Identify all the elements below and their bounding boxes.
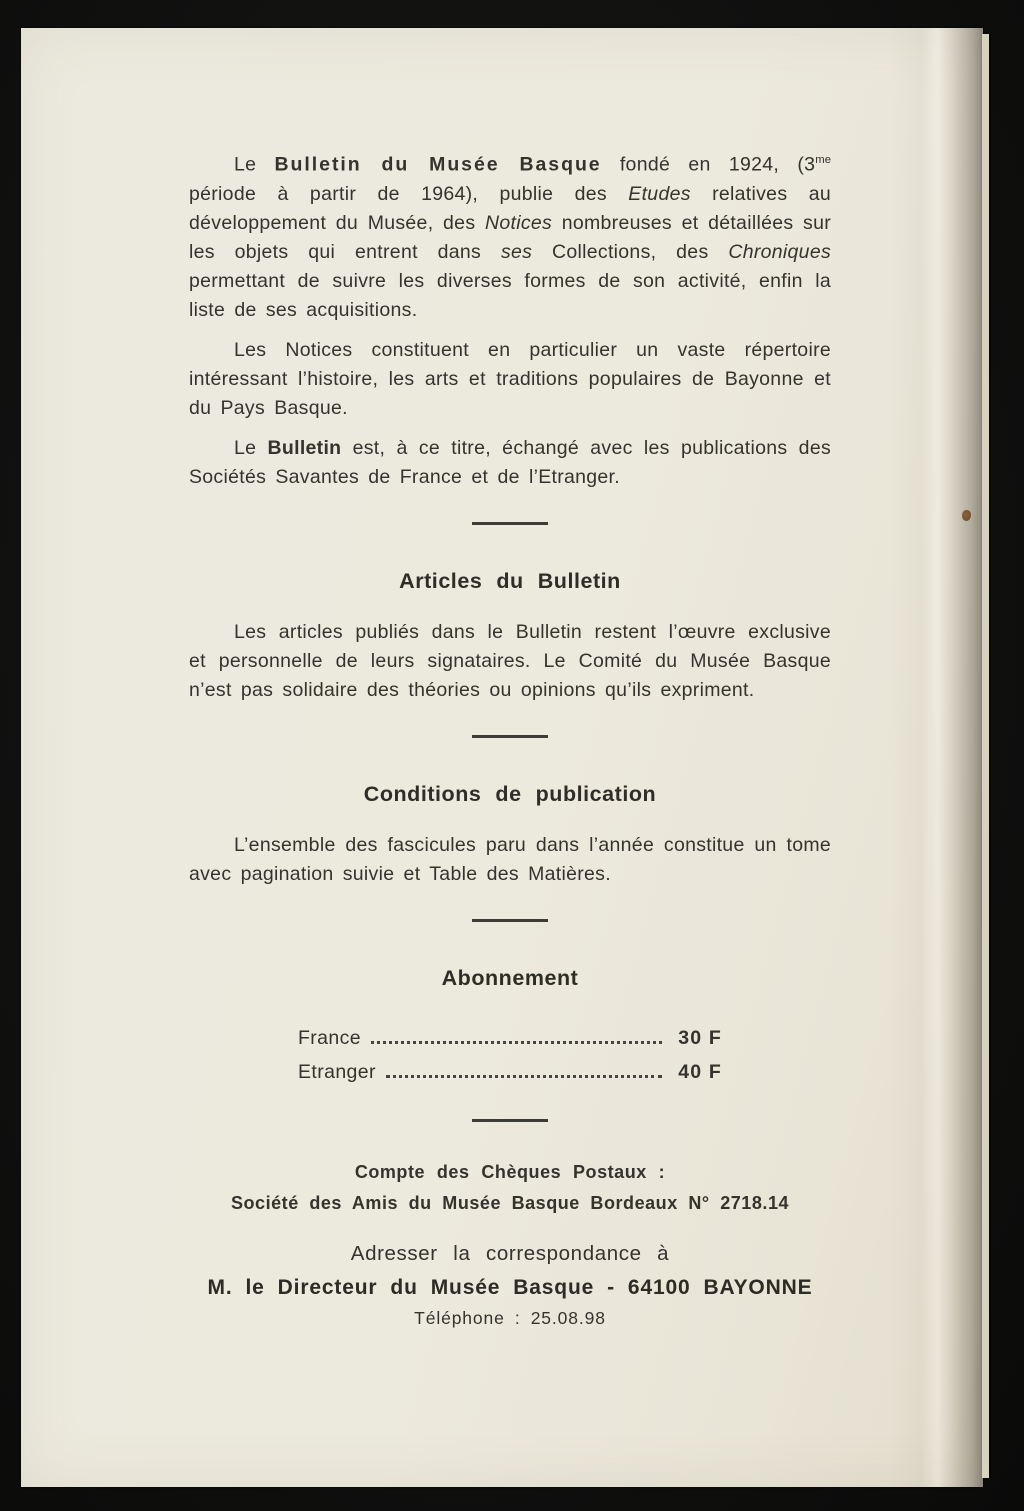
- price-value: 40 F: [678, 1060, 722, 1083]
- page-content: [189, 28, 831, 1329]
- text-run: Le: [234, 153, 275, 176]
- paper-stain: [962, 510, 971, 521]
- italic-ses: ses: [500, 240, 533, 263]
- text-run: relatives au développement du Musée, des: [189, 182, 831, 234]
- text-run: Collections, des: [532, 240, 729, 263]
- price-row-france: [298, 1021, 722, 1055]
- telephone-line: Téléphone : 25.08.98: [414, 1307, 606, 1328]
- cheques-postaux-line: Compte des Chèques Postaux :: [354, 1161, 666, 1182]
- text-run: fondé en 1924, (3: [601, 153, 816, 176]
- text-run: permettant de suivre les diverses formes de son activité, enfin la liste de ses acquisitions.: [189, 269, 831, 321]
- section-divider: [472, 735, 548, 738]
- italic-chroniques: Chroniques: [728, 240, 831, 263]
- footer-block: [189, 1162, 831, 1329]
- document-page: [21, 28, 983, 1487]
- page-edge: [982, 34, 989, 1478]
- conditions-paragraph: L’ensemble des fascicules paru dans l’année constitue un tome avec pagination suivie et Table des Matières.: [189, 833, 831, 885]
- intro-paragraph-1: [189, 146, 831, 325]
- price-label: France: [298, 1026, 362, 1049]
- conditions-heading: Conditions de publication: [363, 781, 657, 806]
- italic-etudes: Etudes: [628, 182, 691, 205]
- bulletin-title-bold: Bulletin du Musée Basque: [274, 153, 602, 176]
- abonnement-heading: Abonnement: [441, 965, 579, 990]
- price-row-etranger: [298, 1055, 722, 1089]
- leader-dots: [386, 1075, 662, 1078]
- text-run: période à partir de 1964), publie des: [189, 182, 629, 205]
- price-value: 30 F: [678, 1026, 722, 1049]
- price-label: Etranger: [298, 1060, 376, 1083]
- director-address-line: M. le Directeur du Musée Basque - 64100 BAYONNE: [207, 1275, 813, 1299]
- section-divider: [472, 919, 548, 922]
- text-run: Le: [234, 436, 268, 459]
- bulletin-bold: Bulletin: [267, 436, 342, 459]
- leader-dots: [371, 1041, 662, 1044]
- intro-paragraph-3: [189, 434, 831, 492]
- text-run: est, à ce titre, échangé avec les publications des Sociétés Savantes de France et de l’Etranger.: [189, 436, 831, 488]
- correspondence-line: Adresser la correspondance à: [350, 1241, 670, 1265]
- section-divider: [472, 522, 548, 525]
- societe-amis-line: Société des Amis du Musée Basque Bordeaux N° 2718.14: [230, 1192, 790, 1213]
- italic-notices: Notices: [485, 211, 553, 234]
- superscript-me: me: [815, 154, 831, 166]
- articles-paragraph: Les articles publiés dans le Bulletin restent l’œuvre exclusive et personnelle de leurs signataires. Le Comité du Musée Basque n’est pas solidaire des théories ou opinions qu’ils expriment.: [189, 620, 831, 701]
- text-run: nombreuses et détaillées sur les objets qui entrent dans: [189, 211, 831, 263]
- section-divider: [472, 1119, 548, 1122]
- price-list: [298, 1021, 722, 1089]
- intro-paragraph-2: Les Notices constituent en particulier un vaste répertoire intéressant l’histoire, les arts et traditions populaires de Bayonne et du Pays Basque.: [189, 338, 831, 419]
- page-fold-shadow: [888, 28, 983, 1487]
- articles-heading: Articles du Bulletin: [399, 568, 621, 593]
